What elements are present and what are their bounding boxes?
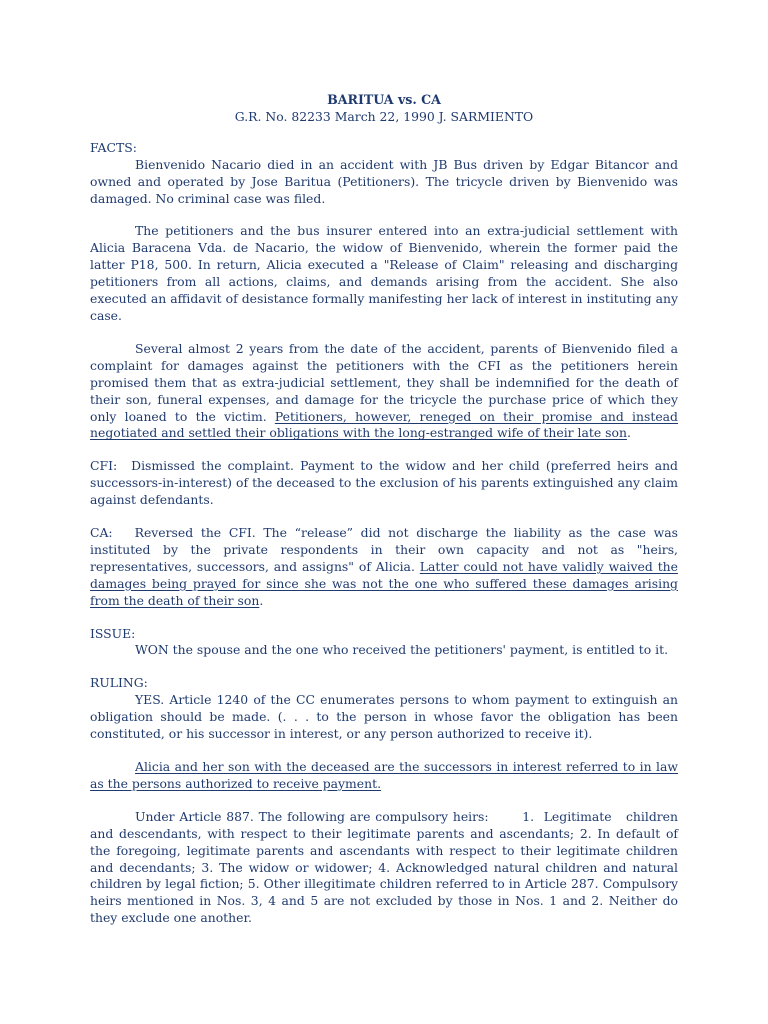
facts-heading: FACTS: <box>90 139 137 155</box>
ruling-paragraph-2-underlined: Alicia and her son with the deceased are the successors in interest referred to in law as the persons authorized to receive payment. <box>90 759 678 791</box>
facts-paragraph-2: The petitioners and the bus insurer entered into an extra-judicial settlement with Alicia Baracena Vda. de Nacario, the widow of Bienvenido, wherein the former paid the latter P18, 500. In return, Alicia executed a "Release of Claim" releasing and discharging petitioners from all actions, claims, and demands arising from the accident. She also executed an affidavit of desistance formally manifesting her lack of interest in instituting any case. <box>90 223 678 323</box>
facts-paragraph-3-end: . <box>626 425 631 441</box>
cfi-text: Dismissed the complaint. Payment to the widow and her child (preferred heirs and successors-in-interest) of the deceased to the exclusion of his parents extinguished any claim against defendants. <box>90 458 678 508</box>
facts-paragraph-3-underlined: Petitioners, however, reneged on their promise and instead negotiated and settled their obligations with the long-estranged wife of their late son <box>90 408 678 441</box>
facts-paragraph-3 <box>90 341 678 442</box>
facts-paragraph-3-text: Several almost 2 years from the date of the accident, parents of Bienvenido filed a complaint for damages against the petitioners with the CFI as the petitioners herein promised them that as extra-judicial settlement, they shall be indemnified for the death of their son, funeral expenses, and damage for the tricycle the purchase price of which they only loaned to the victim. <box>90 340 678 424</box>
ca-label: CA: <box>90 525 113 541</box>
ca-paragraph <box>90 525 678 610</box>
ca-text-end: . <box>259 592 264 608</box>
ruling-paragraph-2 <box>90 759 678 793</box>
cfi-label: CFI: <box>90 458 118 474</box>
case-title: BARITUA vs. CA <box>327 92 441 107</box>
document-page <box>90 92 690 927</box>
ca-text: Reversed the CFI. The “release” did not discharge the liability as the case was instituted by the private respondents in their own capacity and not as "heirs, representatives, successors, and assigns" of Alicia. <box>90 525 678 574</box>
ca-text-underlined: Latter could not have validly waived the damages being prayed for since she was not the one who suffered these damages arising from the death of their son <box>90 558 678 608</box>
facts-paragraph-1: Bienvenido Nacario died in an accident with JB Bus driven by Edgar Bitancor and owned and operated by Jose Baritua (Petitioners). The tricycle driven by Bienvenido was damaged. No criminal case was filed. <box>90 156 678 206</box>
ruling-paragraph-1: YES. Article 1240 of the CC enumerates persons to whom payment to extinguish an obligation should be made. (. . . to the person in whose favor the obligation has been constituted, or his successor in interest, or any person authorized to receive it). <box>90 692 678 742</box>
ruling-paragraph-3: Under Article 887. The following are compulsory heirs: 1. Legitimate children and descendants, with respect to their legitimate parents and ascendants; 2. In default of the foregoing, legitimate parents and ascendants with respect to their legitimate children and decendants; 3. The widow or widower; 4. Acknowledged natural children and natural children by legal fiction; 5. Other illegitimate children referred to in Article 287. Compulsory heirs mentioned in Nos. 3, 4 and 5 are not excluded by those in Nos. 1 and 2. Neither do they exclude one another. <box>90 808 690 926</box>
case-citation: G.R. No. 82233 March 22, 1990 J. SARMIENTO <box>234 108 534 124</box>
ruling-heading: RULING: <box>90 675 148 691</box>
cfi-paragraph <box>90 458 678 509</box>
issue-text: WON the spouse and the one who received the petitioners' payment, is entitled to it. <box>135 642 669 658</box>
issue-heading: ISSUE: <box>90 625 136 641</box>
